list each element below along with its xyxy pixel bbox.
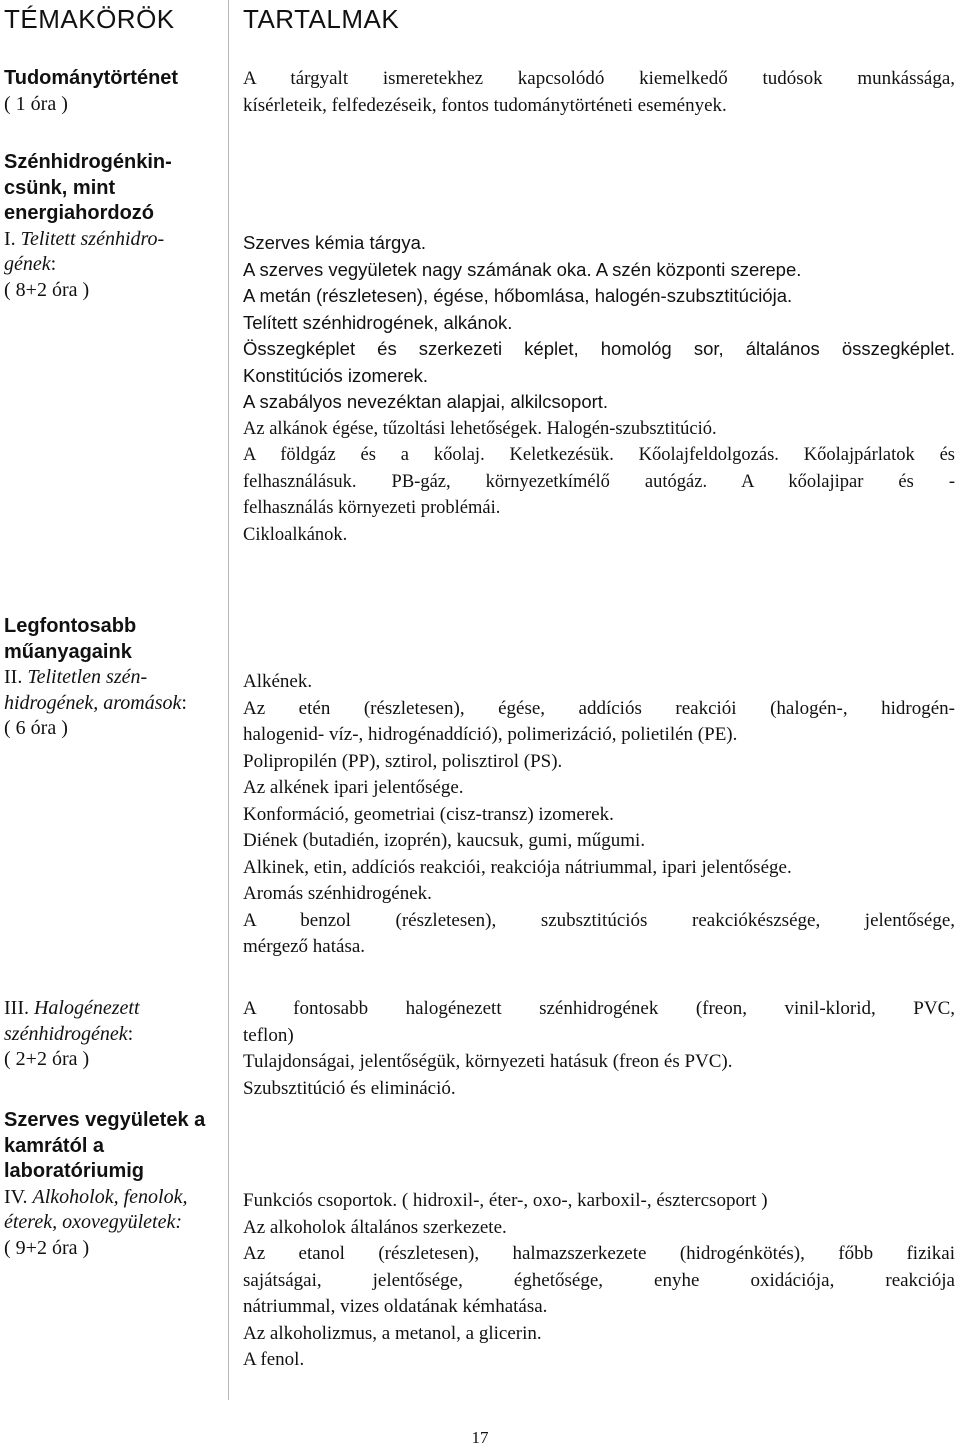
topic-history (4, 66, 224, 117)
topic-hours: ( 8+2 óra ) (4, 278, 90, 301)
content-line: Tulajdonságai, jelentőségük, környezeti hatásuk (freon és PVC). (243, 1051, 733, 1072)
content-line: felhasználásuk. PB-gáz, környezetkímélő autógáz. A kőolajipar és - (243, 471, 955, 492)
content-line: halogenid- víz-, hidrogénaddíció), polimerizáció, polietilén (PE). (243, 724, 738, 745)
content-line: A földgáz és a kőolaj. Keletkezésük. Kőolajfeldolgozás. Kőolajpárlatok és (243, 445, 955, 465)
content-line: teflon) (243, 1024, 294, 1046)
content-line: kísérleteik, felfedezéseik, fontos tudománytörténeti események. (243, 94, 727, 116)
topic-hours: ( 1 óra ) (4, 92, 68, 115)
content-line: Funkciós csoportok. ( hidroxil-, éter-, oxo-, karboxil-, észtercsoport ) (243, 1190, 768, 1211)
topic-subtitle: gének (4, 253, 51, 275)
topic-subtitle-line (4, 227, 224, 253)
content-line: A fontosabb halogénezett szénhidrogének (freon, vinil-klorid, PVC, (243, 998, 955, 1019)
column-header-contents: TARTALMAK (243, 4, 400, 34)
topic-alcohols (4, 1108, 224, 1261)
topic-subtitle: Alkoholok, fenolok, (32, 1185, 188, 1208)
topic-number: IV. (4, 1185, 28, 1208)
topic-subtitle: éterek, oxovegyületek: (4, 1211, 183, 1233)
topic-title-line: laboratóriumig (4, 1160, 145, 1182)
column-divider (228, 0, 229, 1400)
content-line: Szerves kémia tárgya. (243, 232, 427, 253)
topic-colon: : (127, 1022, 134, 1045)
topic-unsaturated-hydrocarbons (4, 614, 224, 742)
topic-title-line: műanyagaink (4, 640, 132, 663)
content-line: A szerves vegyületek nagy számának oka. A szén központi szerepe. (243, 258, 802, 280)
content-line: Az alkoholok általános szerkezete. (243, 1216, 507, 1238)
content-line: A fenol. (243, 1349, 305, 1370)
topic-subtitle-line (4, 665, 224, 691)
content-line: nátriummal, vizes oldatának kémhatása. (243, 1296, 548, 1317)
content-line: Aromás szénhidrogének. (243, 883, 432, 904)
content-saturated-hydrocarbons (243, 230, 955, 548)
topic-hours: ( 9+2 óra ) (4, 1236, 90, 1259)
topic-saturated-hydrocarbons (4, 150, 224, 303)
content-line: Az etén (részletesen), égése, addíciós reakciói (halogén-, hidrogén- (243, 697, 955, 719)
topic-subtitle-line (4, 691, 224, 717)
content-alcohols (243, 1188, 955, 1374)
content-history (243, 66, 955, 119)
content-line: Az alkoholizmus, a metanol, a glicerin. (243, 1322, 542, 1344)
topic-title-line: Szerves vegyületek a (4, 1109, 206, 1131)
topic-colon: : (181, 691, 187, 714)
content-halogenated-hydrocarbons (243, 996, 955, 1102)
topic-subtitle: Telitett szénhidro- (20, 227, 165, 250)
topic-subtitle-line (4, 252, 224, 278)
topic-subtitle: hidrogének, aromások (4, 691, 182, 714)
page-number: 17 (471, 1428, 489, 1447)
content-line: Diének (butadién, izoprén), kaucsuk, gumi, műgumi. (243, 830, 646, 851)
topic-number: I. (4, 227, 16, 250)
content-line: Telített szénhidrogének, alkánok. (243, 311, 513, 333)
topic-halogenated-hydrocarbons (4, 996, 224, 1073)
topic-title-line: Szénhidrogénkin- (4, 151, 172, 173)
content-line: A szabályos nevezéktan alapjai, alkilcsoport. (243, 391, 609, 412)
topic-number: III. (4, 997, 29, 1019)
topic-subtitle-line (4, 996, 224, 1022)
content-unsaturated-hydrocarbons (243, 669, 955, 961)
content-line: felhasználás környezeti problémái. (243, 498, 501, 518)
content-line: Konstitúciós izomerek. (243, 364, 429, 386)
topic-title-line: csünk, mint (4, 176, 116, 199)
content-line: A benzol (részletesen), szubsztitúciós reakciókészsége, jelentősége, (243, 909, 955, 931)
content-line: Az etanol (részletesen), halmazszerkezete (hidrogénkötés), főbb fizikai (243, 1243, 955, 1264)
content-line: Cikloalkánok. (243, 524, 348, 545)
content-line: Alkinek, etin, addíciós reakciói, reakciója nátriummal, ipari jelentősége. (243, 856, 792, 878)
topic-number: II. (4, 666, 23, 688)
topic-hours: ( 2+2 óra ) (4, 1048, 90, 1070)
content-line: mérgező hatása. (243, 936, 366, 957)
content-line: A metán (részletesen), égése, hőbomlása, halogén-szubsztitúciója. (243, 285, 793, 306)
topic-title-line: Legfontosabb (4, 615, 137, 637)
content-line: Alkének. (243, 671, 313, 692)
content-line: A tárgyalt ismeretekhez kapcsolódó kiemelkedő tudósok munkássága, (243, 68, 955, 89)
content-line: Konformáció, geometriai (cisz-transz) izomerek. (243, 803, 614, 825)
topic-subtitle: Halogénezett (33, 997, 140, 1019)
topic-subtitle: Telitetlen szén- (27, 666, 148, 688)
topic-subtitle-line (4, 1022, 224, 1048)
content-line: sajátságai, jelentősége, éghetősége, enyhe oxidációja, reakciója (243, 1269, 955, 1291)
content-line: Szubsztitúció és elimináció. (243, 1077, 456, 1099)
content-line: Összegképlet és szerkezeti képlet, homológ sor, általános összegképlet. (243, 338, 955, 359)
topic-title-line: energiahordozó (4, 202, 155, 224)
content-line: Az alkének ipari jelentősége. (243, 777, 464, 798)
content-line: Polipropilén (PP), sztirol, polisztirol (PS). (243, 750, 563, 772)
topic-hours: ( 6 óra ) (4, 717, 68, 739)
content-line: Az alkánok égése, tűzoltási lehetőségek. Halogén-szubsztitúció. (243, 418, 717, 439)
topic-subtitle-line (4, 1210, 224, 1236)
topic-subtitle: szénhidrogének (4, 1022, 128, 1045)
topic-colon: : (50, 253, 57, 275)
column-header-topics: TÉMAKÖRÖK (4, 4, 175, 34)
topic-title: Tudománytörténet (4, 67, 179, 89)
topic-title-line: kamrától a (4, 1134, 105, 1157)
topic-subtitle-line (4, 1185, 224, 1211)
